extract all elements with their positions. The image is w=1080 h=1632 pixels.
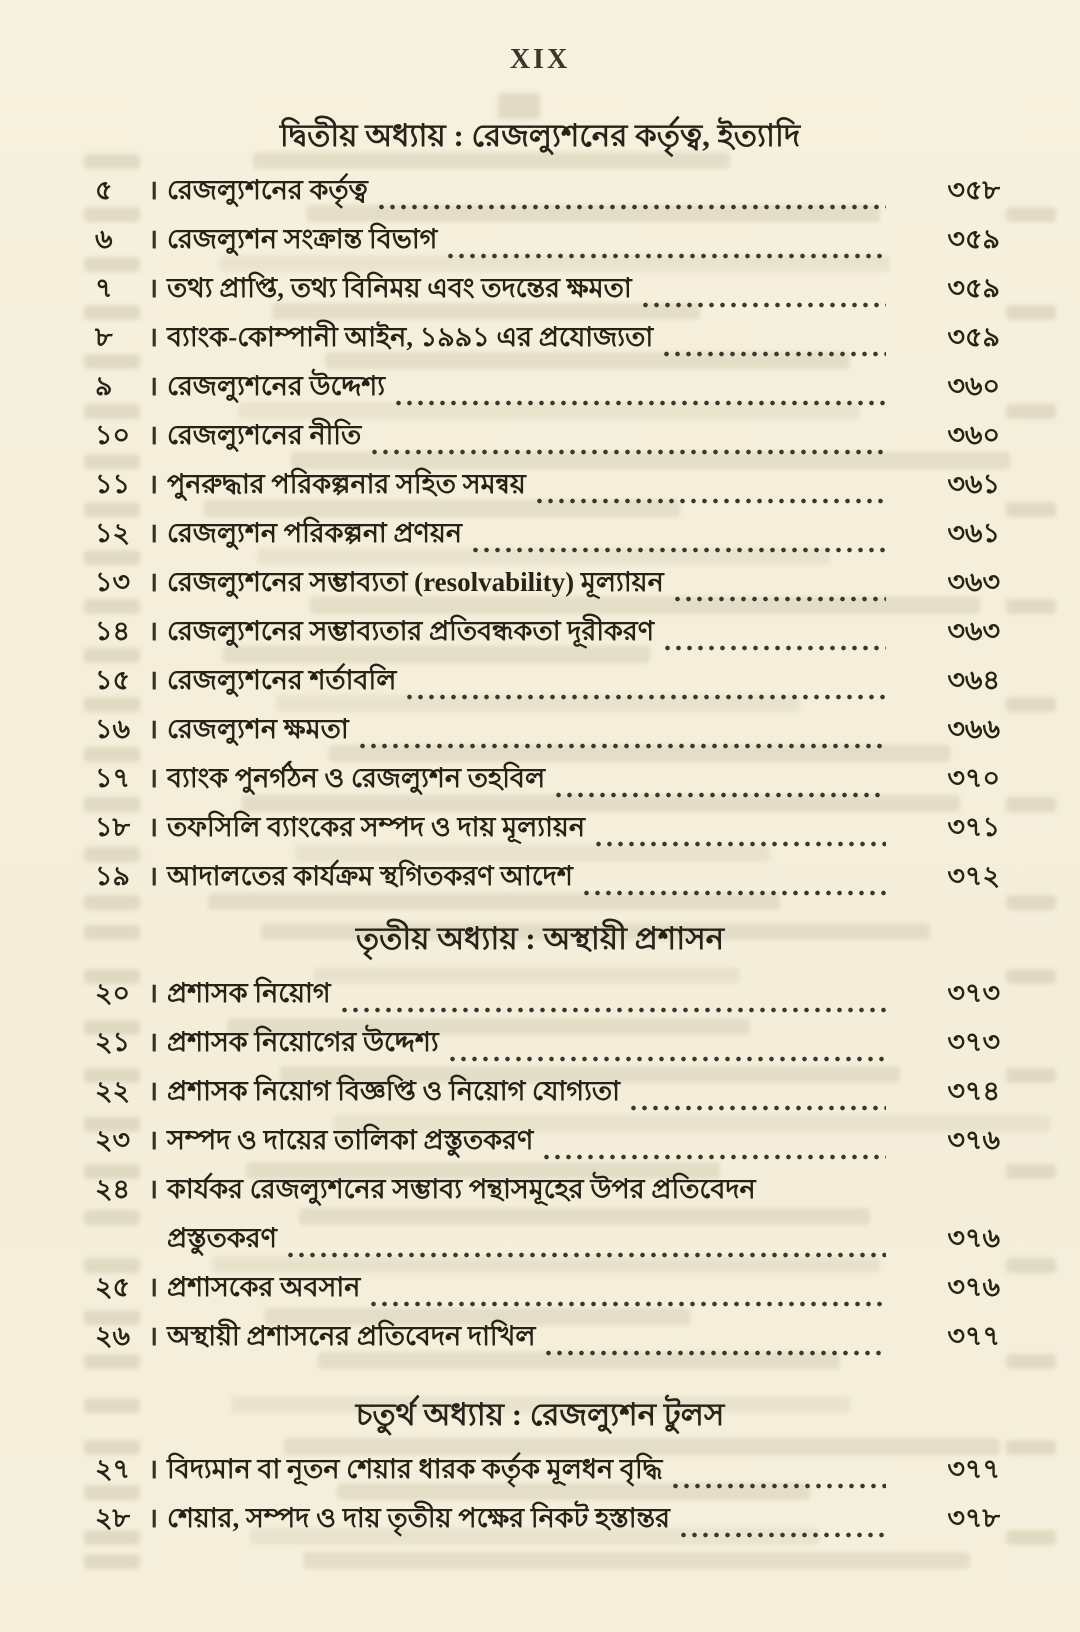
entry-number: ১৯ [95, 861, 131, 891]
entry-number: ২৫ [95, 1272, 131, 1302]
entry-number: ১৮ [95, 812, 131, 842]
bleed-through-text [303, 1552, 970, 1569]
dotted-leader [534, 475, 886, 505]
dotted-leader [376, 181, 886, 211]
entry-separator: । [147, 518, 159, 548]
dotted-leader [543, 1327, 886, 1357]
entry-number: ৯ [95, 371, 113, 401]
entry-page: ৩৭৪ [947, 1076, 1000, 1106]
toc-entry [0, 656, 1080, 705]
entry-title: প্রশাসক নিয়োগের উদ্দেশ্য [167, 1027, 439, 1057]
entry-separator: । [147, 1454, 159, 1484]
toc-entry [0, 1018, 1080, 1067]
entry-separator: । [147, 273, 159, 303]
entry-separator: । [147, 1174, 159, 1204]
toc-entry-continuation [0, 1214, 1080, 1263]
entry-title: তফসিলি ব্যাংকের সম্পদ ও দায় মূল্যায়ন [167, 812, 585, 842]
entry-number: ২৬ [95, 1321, 131, 1351]
entry-title: প্রশাসকের অবসান [167, 1272, 361, 1302]
dotted-leader [285, 1229, 886, 1259]
entry-number: ১৭ [95, 763, 131, 793]
entry-title: ব্যাংক পুনর্গঠন ও রেজল্যুশন তহবিল [167, 763, 546, 793]
dotted-leader [581, 867, 886, 897]
entry-separator: । [147, 1321, 159, 1351]
entry-title: সম্পদ ও দায়ের তালিকা প্রস্তুতকরণ [167, 1125, 534, 1155]
toc-entry [0, 969, 1080, 1018]
entry-page: ৩৭৬ [947, 1223, 1000, 1253]
toc-entry [0, 754, 1080, 803]
entry-separator: । [147, 665, 159, 695]
toc-entry [0, 705, 1080, 754]
entry-page: ৩৫৯ [947, 273, 1000, 303]
toc-entry [0, 1445, 1080, 1494]
entry-separator: । [147, 616, 159, 646]
entry-title: বিদ্যমান বা নূতন শেয়ার ধারক কর্তৃক মূলধন বৃদ্ধি [167, 1454, 663, 1484]
entry-separator: । [147, 420, 159, 450]
toc-entry [0, 1067, 1080, 1116]
entry-page: ৩৭১ [947, 812, 1000, 842]
entry-number: ২২ [95, 1076, 131, 1106]
entry-number: ১৫ [95, 665, 131, 695]
toc-entry [0, 509, 1080, 558]
entry-title: প্রশাসক নিয়োগ বিজ্ঞপ্তি ও নিয়োগ যোগ্যতা [167, 1076, 621, 1106]
entry-page: ৩৭৩ [947, 978, 1000, 1008]
toc-entry [0, 411, 1080, 460]
entry-page: ৩৬০ [947, 371, 1000, 401]
entry-number: ২৮ [95, 1503, 131, 1533]
entry-page: ৩৬৩ [947, 567, 1000, 597]
entry-title: প্রশাসক নিয়োগ [167, 978, 331, 1008]
dotted-leader [764, 1180, 886, 1210]
entry-title: রেজল্যুশন সংক্রান্ত বিভাগ [167, 224, 438, 254]
entry-number: ১০ [95, 420, 131, 450]
entry-separator: । [147, 567, 159, 597]
entry-separator: । [147, 224, 159, 254]
toc-entry [0, 803, 1080, 852]
entry-title: রেজল্যুশন পরিকল্পনা প্রণয়ন [167, 518, 463, 548]
entry-page: ৩৫৯ [947, 322, 1000, 352]
entry-page: ৩৬১ [947, 469, 1000, 499]
dotted-leader [662, 622, 886, 652]
dotted-leader [678, 1509, 886, 1539]
entry-page: ৩৭৬ [947, 1272, 1000, 1302]
entry-page: ৩৭৩ [947, 1027, 1000, 1057]
entry-number: ১২ [95, 518, 131, 548]
toc-entry [0, 558, 1080, 607]
dotted-leader [640, 279, 886, 309]
dotted-leader [445, 230, 886, 260]
dotted-leader [368, 1278, 886, 1308]
toc-entry [0, 1312, 1080, 1361]
entry-page: ৩৭৬ [947, 1125, 1000, 1155]
dotted-leader [593, 818, 886, 848]
dotted-leader [369, 426, 886, 456]
toc-list [0, 969, 1080, 1361]
entry-separator: । [147, 861, 159, 891]
entry-separator: । [147, 1503, 159, 1533]
entry-page: ৩৫৮ [947, 175, 1000, 205]
entry-separator: । [147, 1027, 159, 1057]
toc-entry [0, 1263, 1080, 1312]
entry-title: পুনরুদ্ধার পরিকল্পনার সহিত সমন্বয় [167, 469, 526, 499]
page-number-roman: XIX [509, 44, 571, 75]
dotted-leader [541, 1131, 886, 1161]
entry-separator: । [147, 1272, 159, 1302]
dotted-leader [628, 1082, 886, 1112]
entry-number: ২৩ [95, 1125, 131, 1155]
entry-title: রেজল্যুশনের নীতি [167, 420, 362, 450]
entry-title-line2: প্রস্তুতকরণ [167, 1223, 277, 1253]
entry-title: অস্থায়ী প্রশাসনের প্রতিবেদন দাখিল [167, 1321, 536, 1351]
entry-title: রেজল্যুশন ক্ষমতা [167, 714, 349, 744]
dotted-leader [393, 377, 886, 407]
entry-separator: । [147, 175, 159, 205]
entry-title: রেজল্যুশনের কর্তৃত্ব [167, 175, 368, 205]
toc-entry [0, 1165, 1080, 1214]
entry-page: ৩৭৭ [947, 1321, 1000, 1351]
entry-title: রেজল্যুশনের উদ্দেশ্য [167, 371, 386, 401]
entry-separator: । [147, 978, 159, 1008]
entry-separator: । [147, 812, 159, 842]
entry-title: কার্যকর রেজল্যুশনের সম্ভাব্য পন্থাসমূহের উপর প্রতিবেদন [167, 1174, 756, 1204]
entry-title: আদালতের কার্যক্রম স্থগিতকরণ আদেশ [167, 861, 573, 891]
entry-page: ৩৬০ [947, 420, 1000, 450]
toc-list [0, 166, 1080, 901]
entry-separator: । [147, 371, 159, 401]
entry-page: ৩৭২ [947, 861, 1000, 891]
entry-number: ২৭ [95, 1454, 131, 1484]
entry-number: ৫ [95, 175, 113, 205]
entry-page: ৩৬৩ [947, 616, 1000, 646]
dotted-leader [470, 524, 886, 554]
entry-number: ২০ [95, 978, 131, 1008]
toc-list [0, 1445, 1080, 1543]
entry-number: ৬ [95, 224, 113, 254]
entry-number: ২১ [95, 1027, 131, 1057]
entry-title: রেজল্যুশনের শর্তাবলি [167, 665, 397, 695]
entry-number: ২৪ [95, 1174, 131, 1204]
entry-number: ৮ [95, 322, 113, 352]
toc-entry [0, 166, 1080, 215]
toc-entry [0, 264, 1080, 313]
entry-title: ব্যাংক-কোম্পানী আইন, ১৯৯১ এর প্রযোজ্যতা [167, 322, 654, 352]
entry-number: ১৪ [95, 616, 131, 646]
dotted-leader [339, 984, 886, 1014]
table-of-contents [0, 100, 1080, 1543]
entry-separator: । [147, 763, 159, 793]
entry-page: ৩৬৪ [947, 665, 1000, 695]
toc-entry [0, 215, 1080, 264]
entry-page: ৩৫৯ [947, 224, 1000, 254]
entry-page: ৩৬১ [947, 518, 1000, 548]
entry-title: রেজল্যুশনের সম্ভাব্যতা (resolvability) মূল্যায়ন [167, 567, 664, 597]
entry-separator: । [147, 1076, 159, 1106]
entry-separator: । [147, 1125, 159, 1155]
entry-number: ৭ [95, 273, 113, 303]
chapter-heading: চতুর্থ অধ্যায় : রেজল্যুশন টুলস [355, 1397, 725, 1432]
chapter-heading: দ্বিতীয় অধ্যায় : রেজল্যুশনের কর্তৃত্ব, ইত্যাদি [279, 118, 801, 153]
dotted-leader [672, 573, 886, 603]
toc-entry [0, 1116, 1080, 1165]
bleed-through-number [84, 1554, 140, 1569]
dotted-leader [447, 1033, 886, 1063]
entry-number: ১৩ [95, 567, 131, 597]
entry-title: রেজল্যুশনের সম্ভাব্যতার প্রতিবন্ধকতা দূরীকরণ [167, 616, 655, 646]
entry-page: ৩৭৮ [947, 1503, 1000, 1533]
entry-separator: । [147, 469, 159, 499]
toc-entry [0, 607, 1080, 656]
entry-page: ৩৬৬ [947, 714, 1000, 744]
entry-number: ১৬ [95, 714, 131, 744]
dotted-leader [670, 1460, 886, 1490]
dotted-leader [357, 720, 886, 750]
entry-title: তথ্য প্রাপ্তি, তথ্য বিনিময় এবং তদন্তের ক্ষমতা [167, 273, 632, 303]
toc-entry [0, 852, 1080, 901]
toc-entry [0, 1494, 1080, 1543]
toc-entry [0, 460, 1080, 509]
entry-page: ৩৭০ [947, 763, 1000, 793]
dotted-leader [661, 328, 886, 358]
entry-separator: । [147, 714, 159, 744]
toc-entry [0, 313, 1080, 362]
dotted-leader [404, 671, 886, 701]
toc-entry [0, 362, 1080, 411]
entry-number: ১১ [95, 469, 131, 499]
dotted-leader [553, 769, 886, 799]
chapter-heading: তৃতীয় অধ্যায় : অস্থায়ী প্রশাসন [355, 921, 725, 956]
entry-title: শেয়ার, সম্পদ ও দায় তৃতীয় পক্ষের নিকট হস্তান্তর [167, 1503, 670, 1533]
entry-page: ৩৭৭ [947, 1454, 1000, 1484]
entry-separator: । [147, 322, 159, 352]
